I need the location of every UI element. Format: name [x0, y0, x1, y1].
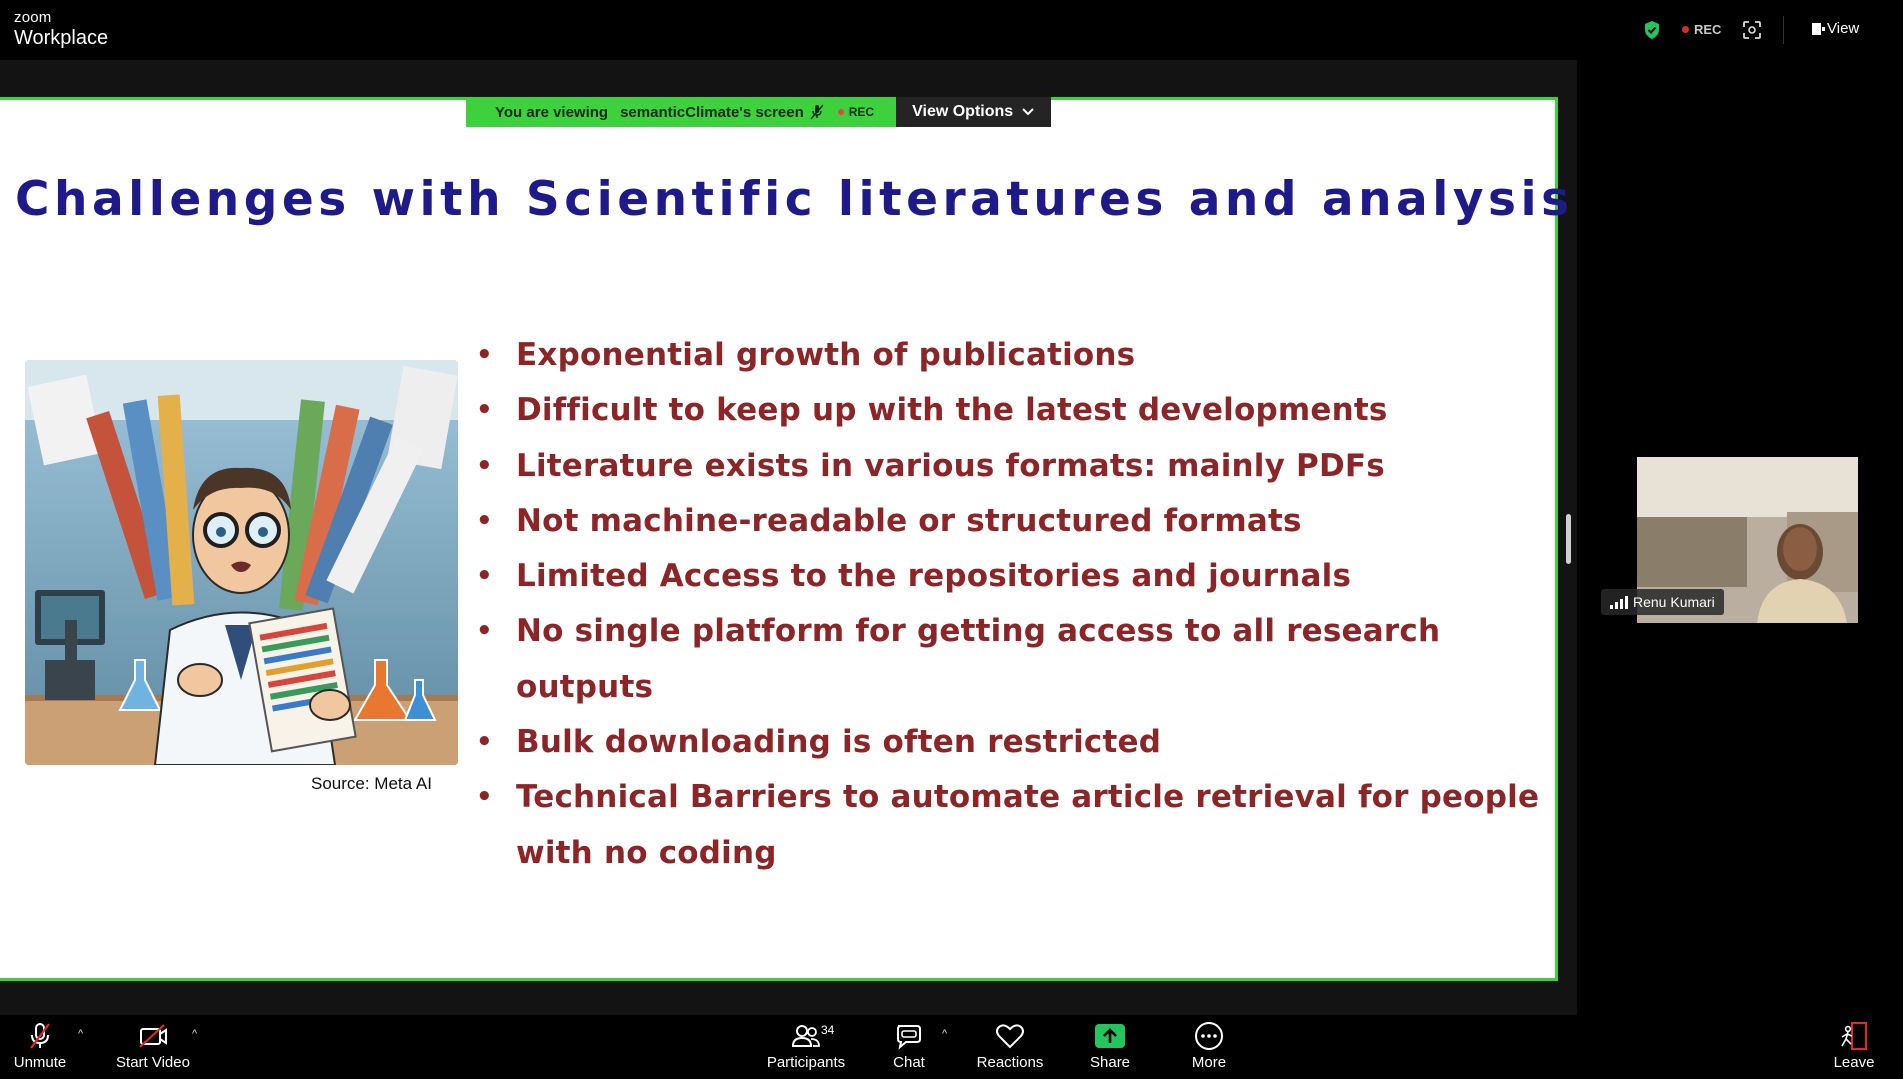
- reactions-button[interactable]: [975, 1020, 1045, 1071]
- more-label: More: [1191, 1054, 1227, 1071]
- participants-label: Participants: [766, 1054, 846, 1071]
- brand-small-text: zoom: [14, 9, 52, 26]
- view-button[interactable]: [1812, 20, 1859, 37]
- leave-button[interactable]: [1832, 1020, 1876, 1071]
- bullet-item: • Limited Access to the repositories and journals: [470, 549, 1540, 604]
- scientist-illustration: [25, 360, 458, 765]
- start-video-label: Start Video: [116, 1054, 190, 1071]
- divider: [1783, 16, 1784, 44]
- chat-label: Chat: [893, 1054, 925, 1071]
- mic-muted-icon: [23, 1020, 57, 1052]
- bullet-item: • Bulk downloading is often restricted: [470, 715, 1540, 770]
- brand-big-text: Workplace: [14, 27, 109, 49]
- video-off-icon: [136, 1020, 170, 1052]
- share-button[interactable]: [1090, 1020, 1130, 1071]
- rec-dot-icon: [838, 109, 844, 115]
- share-screen-icon: [1093, 1020, 1127, 1052]
- bullet-item: • No single platform for getting access to all research outputs: [470, 604, 1540, 715]
- shield-check-icon[interactable]: [1643, 20, 1661, 40]
- rec-label: REC: [1694, 22, 1722, 37]
- presenter-name: semanticClimate's screen: [620, 103, 804, 121]
- participant-name: Renu Kumari: [1633, 594, 1715, 610]
- image-caption: Source: Meta AI: [311, 774, 432, 793]
- leave-door-icon: [1837, 1020, 1871, 1052]
- rec-dot-icon: [1682, 26, 1689, 33]
- share-label: Share: [1090, 1054, 1131, 1071]
- view-layout-icon: [1812, 23, 1821, 35]
- chat-options-caret-icon[interactable]: ^: [942, 1028, 948, 1040]
- viewing-status: [466, 97, 896, 127]
- unmute-button[interactable]: [10, 1020, 70, 1071]
- unmute-label: Unmute: [13, 1054, 67, 1071]
- participants-count: 34: [821, 1023, 835, 1037]
- chat-icon: [892, 1020, 926, 1052]
- reactions-label: Reactions: [976, 1054, 1044, 1071]
- zoom-workplace-logo: [14, 10, 108, 48]
- recording-indicator[interactable]: [1682, 22, 1721, 37]
- participants-icon: [789, 1020, 823, 1052]
- bullet-item: • Exponential growth of publications: [470, 328, 1540, 383]
- viewing-banner: [466, 97, 1051, 127]
- leave-label: Leave: [1833, 1054, 1875, 1071]
- chevron-down-icon: [1021, 107, 1035, 117]
- focus-mode-icon[interactable]: [1742, 20, 1762, 40]
- bullet-list: [470, 328, 1540, 881]
- mic-off-icon: [810, 104, 824, 120]
- share-rec-label: REC: [848, 105, 875, 119]
- meeting-toolbar: [0, 1015, 1903, 1079]
- bullet-item: • Not machine-readable or structured formats: [470, 494, 1540, 549]
- video-options-caret-icon[interactable]: ^: [192, 1028, 198, 1040]
- signal-strength-icon: [1610, 596, 1628, 609]
- bullet-item: • Technical Barriers to automate article retrieval for people with no coding: [470, 770, 1540, 881]
- panel-resize-handle[interactable]: [1566, 514, 1571, 564]
- view-options-button[interactable]: [896, 97, 1051, 127]
- more-dots-icon: [1192, 1020, 1226, 1052]
- bullet-item: • Difficult to keep up with the latest developments: [470, 383, 1540, 438]
- audio-options-caret-icon[interactable]: ^: [78, 1028, 84, 1040]
- view-options-label: View Options: [912, 103, 1014, 120]
- heart-icon: [993, 1020, 1027, 1052]
- view-label: View: [1827, 20, 1860, 37]
- presentation-slide: [0, 97, 1574, 981]
- more-button[interactable]: [1189, 1020, 1229, 1071]
- viewing-prefix: You are viewing: [495, 103, 609, 121]
- bullet-item: • Literature exists in various formats: mainly PDFs: [470, 439, 1540, 494]
- start-video-button[interactable]: [113, 1020, 193, 1071]
- chat-button[interactable]: [886, 1020, 932, 1071]
- slide-title: Challenges with Scientific literatures and analysis: [15, 172, 1574, 227]
- share-rec-indicator: [838, 105, 874, 119]
- top-bar: [0, 0, 1903, 60]
- participant-name-tag: [1601, 589, 1724, 615]
